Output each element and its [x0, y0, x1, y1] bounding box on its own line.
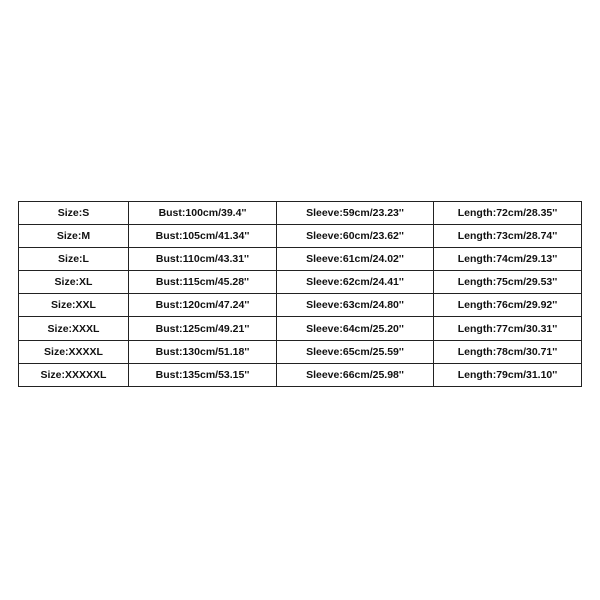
size-cell: Size:M	[19, 225, 129, 248]
size-cell: Size:XXXXXL	[19, 363, 129, 386]
bust-cell: Bust:100cm/39.4''	[129, 202, 277, 225]
sleeve-cell: Sleeve:64cm/25.20''	[277, 317, 434, 340]
length-cell: Length:74cm/29.13''	[434, 248, 582, 271]
sleeve-cell: Sleeve:60cm/23.62''	[277, 225, 434, 248]
size-cell: Size:XL	[19, 271, 129, 294]
length-cell: Length:76cm/29.92''	[434, 294, 582, 317]
length-cell: Length:75cm/29.53''	[434, 271, 582, 294]
size-chart-table	[18, 201, 582, 387]
size-cell: Size:S	[19, 202, 129, 225]
length-cell: Length:72cm/28.35''	[434, 202, 582, 225]
bust-cell: Bust:130cm/51.18''	[129, 340, 277, 363]
size-cell: Size:XXXXL	[19, 340, 129, 363]
bust-cell: Bust:125cm/49.21''	[129, 317, 277, 340]
size-cell: Size:XXL	[19, 294, 129, 317]
size-chart-body	[19, 202, 582, 387]
sleeve-cell: Sleeve:62cm/24.41''	[277, 271, 434, 294]
table-row	[19, 294, 582, 317]
sleeve-cell: Sleeve:66cm/25.98''	[277, 363, 434, 386]
table-row	[19, 317, 582, 340]
table-row	[19, 340, 582, 363]
table-row	[19, 271, 582, 294]
length-cell: Length:79cm/31.10''	[434, 363, 582, 386]
size-cell: Size:L	[19, 248, 129, 271]
sleeve-cell: Sleeve:65cm/25.59''	[277, 340, 434, 363]
bust-cell: Bust:120cm/47.24''	[129, 294, 277, 317]
table-row	[19, 363, 582, 386]
length-cell: Length:77cm/30.31''	[434, 317, 582, 340]
length-cell: Length:78cm/30.71''	[434, 340, 582, 363]
bust-cell: Bust:135cm/53.15''	[129, 363, 277, 386]
table-row	[19, 202, 582, 225]
bust-cell: Bust:110cm/43.31''	[129, 248, 277, 271]
sleeve-cell: Sleeve:59cm/23.23''	[277, 202, 434, 225]
bust-cell: Bust:115cm/45.28''	[129, 271, 277, 294]
sleeve-cell: Sleeve:61cm/24.02''	[277, 248, 434, 271]
size-cell: Size:XXXL	[19, 317, 129, 340]
sleeve-cell: Sleeve:63cm/24.80''	[277, 294, 434, 317]
bust-cell: Bust:105cm/41.34''	[129, 225, 277, 248]
table-row	[19, 248, 582, 271]
length-cell: Length:73cm/28.74''	[434, 225, 582, 248]
table-row	[19, 225, 582, 248]
